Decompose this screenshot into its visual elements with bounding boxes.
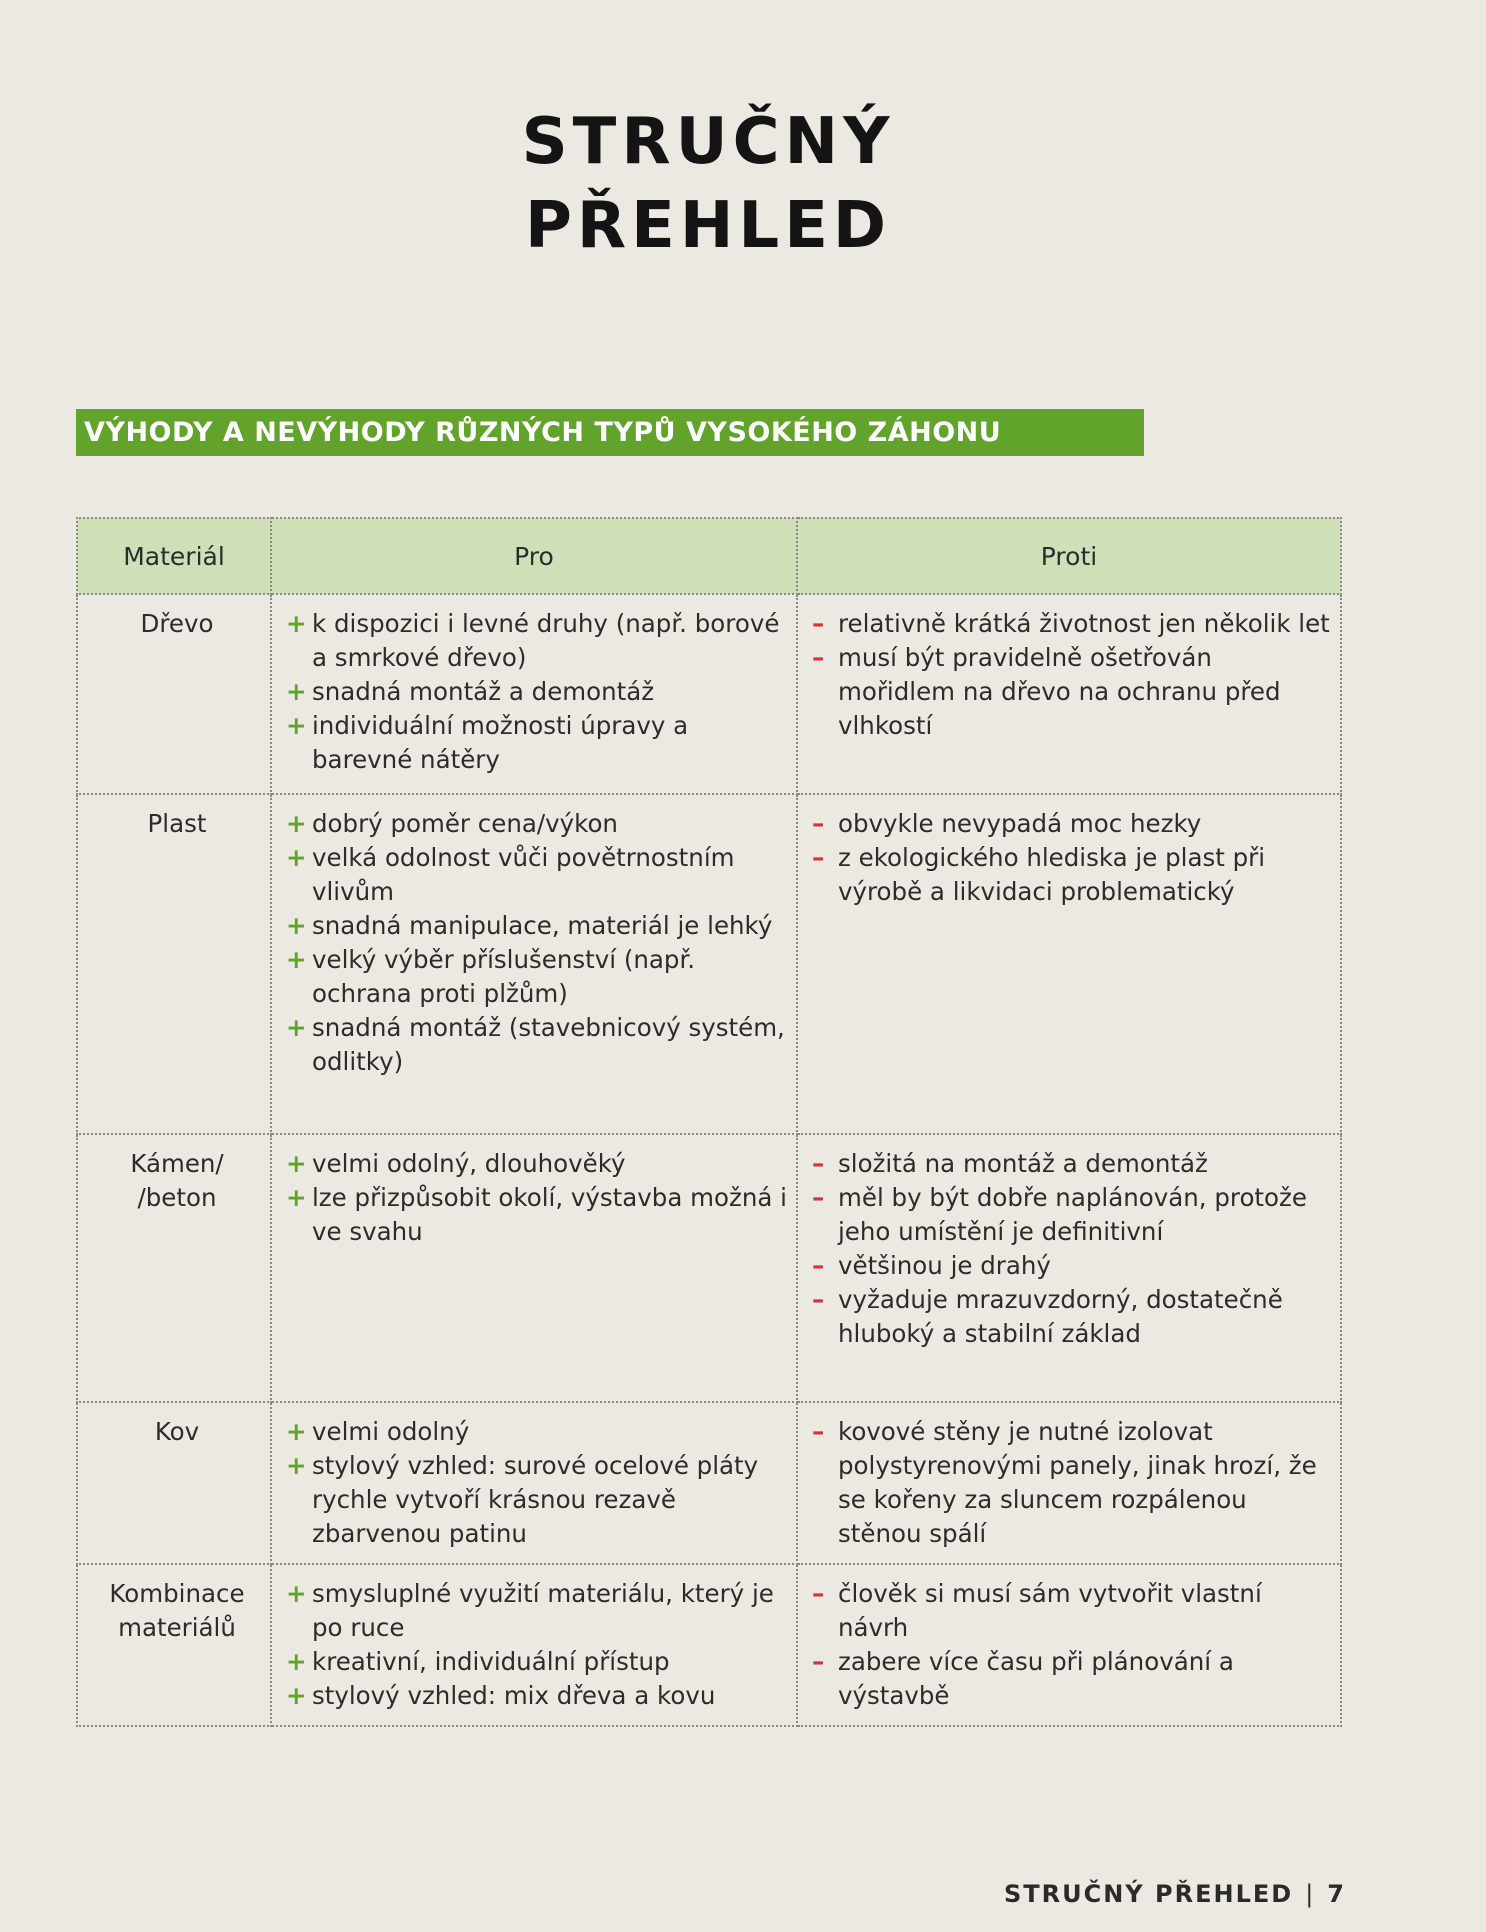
con-cell (797, 1402, 1341, 1564)
con-item (812, 607, 1332, 641)
pro-cell (271, 1402, 797, 1564)
pro-item-text: snadná montáž a demontáž (312, 677, 655, 706)
con-item (812, 1645, 1332, 1713)
page-footer (1004, 1880, 1346, 1908)
plus-icon: + (286, 1149, 307, 1178)
minus-icon: – (812, 1417, 825, 1446)
pro-item-text: stylový vzhled: mix dřeva a kovu (312, 1681, 716, 1710)
con-item (812, 1415, 1332, 1551)
pro-list (286, 1147, 788, 1249)
con-item (812, 1181, 1332, 1249)
pro-item (286, 807, 788, 841)
plus-icon: + (286, 1013, 307, 1042)
minus-icon: – (812, 1285, 825, 1314)
pro-item (286, 1449, 788, 1551)
con-list (812, 807, 1332, 909)
con-list (812, 1147, 1332, 1351)
con-list (812, 1415, 1332, 1551)
minus-icon: – (812, 1647, 825, 1676)
minus-icon: – (812, 1149, 825, 1178)
con-item-text: složitá na montáž a demontáž (838, 1149, 1208, 1178)
con-item (812, 1577, 1332, 1645)
pro-list (286, 807, 788, 1079)
page-number: 7 (1327, 1880, 1346, 1908)
pro-item-text: velký výběr příslušenství (např. ochrana proti plžům) (312, 945, 696, 1008)
table-body (77, 594, 1341, 1726)
material-cell: Dřevo (77, 594, 271, 794)
minus-icon: – (812, 1579, 825, 1608)
pro-item-text: dobrý poměr cena/výkon (312, 809, 618, 838)
material-cell: Plast (77, 794, 271, 1134)
pro-item-text: snadná manipulace, materiál je lehký (312, 911, 773, 940)
pro-item (286, 1181, 788, 1249)
minus-icon: – (812, 843, 825, 872)
con-item-text: obvykle nevypadá moc hezky (838, 809, 1202, 838)
pro-item (286, 675, 788, 709)
pro-item (286, 909, 788, 943)
comparison-table (76, 517, 1342, 1727)
minus-icon: – (812, 1183, 825, 1212)
pro-item (286, 1415, 788, 1449)
minus-icon: – (812, 1251, 825, 1280)
con-item-text: měl by být dobře naplánován, protože jeho umístění je definitivní (838, 1183, 1307, 1246)
minus-icon: – (812, 809, 825, 838)
minus-icon: – (812, 643, 825, 672)
footer-section-title: STRUČNÝ PŘEHLED (1003, 1880, 1294, 1908)
con-item-text: musí být pravidelně ošetřován mořidlem na dřevo na ochranu před vlhkostí (838, 643, 1281, 740)
con-item (812, 807, 1332, 841)
con-item (812, 841, 1332, 909)
pro-cell (271, 594, 797, 794)
pro-item-text: k dispozici i levné druhy (např. borové a smrkové dřevo) (312, 609, 780, 672)
pro-item-text: smysluplné využití materiálu, který je po ruce (312, 1579, 774, 1642)
table-row (77, 594, 1341, 794)
plus-icon: + (286, 1417, 307, 1446)
pro-item-text: lze přizpůsobit okolí, výstavba možná i ve svahu (312, 1183, 787, 1246)
con-cell (797, 1134, 1341, 1402)
con-list (812, 1577, 1332, 1713)
pro-item (286, 1679, 788, 1713)
pro-list (286, 607, 788, 777)
plus-icon: + (286, 711, 307, 740)
plus-icon: + (286, 1647, 307, 1676)
con-item (812, 1147, 1332, 1181)
con-item-text: zabere více času při plánování a výstavbě (838, 1647, 1234, 1710)
plus-icon: + (286, 677, 307, 706)
page-title-line-1: STRUČNÝ (521, 105, 895, 179)
plus-icon: + (286, 809, 307, 838)
header-pro: Pro (271, 518, 797, 594)
plus-icon: + (286, 1681, 307, 1710)
plus-icon: + (286, 945, 307, 974)
table-row (77, 1564, 1341, 1726)
con-item-text: relativně krátká životnost jen několik let (838, 609, 1330, 638)
table-row (77, 1402, 1341, 1564)
con-item-text: z ekologického hlediska je plast při výrobě a likvidaci problematický (838, 843, 1266, 906)
header-row (77, 518, 1341, 594)
pro-item-text: velmi odolný, dlouhověký (312, 1149, 626, 1178)
con-item-text: kovové stěny je nutné izolovat polystyrenovými panely, jinak hrozí, že se kořeny za sluncem rozpálenou stěnou spálí (838, 1417, 1317, 1548)
table-row (77, 794, 1341, 1134)
pro-item (286, 1011, 788, 1079)
plus-icon: + (286, 609, 307, 638)
pro-item-text: stylový vzhled: surové ocelové pláty rychle vytvoří krásnou rezavě zbarvenou patinu (312, 1451, 759, 1548)
pro-item-text: velmi odolný (312, 1417, 470, 1446)
pro-cell (271, 1564, 797, 1726)
material-cell: Kov (77, 1402, 271, 1564)
plus-icon: + (286, 1451, 307, 1480)
con-list (812, 607, 1332, 743)
con-item-text: člověk si musí sám vytvořit vlastní návrh (838, 1579, 1262, 1642)
pro-list (286, 1415, 788, 1551)
pro-item (286, 841, 788, 909)
pro-list (286, 1577, 788, 1713)
pro-cell (271, 794, 797, 1134)
material-cell: Kombinace materiálů (77, 1564, 271, 1726)
material-cell: Kámen/ /beton (77, 1134, 271, 1402)
con-item (812, 641, 1332, 743)
pro-item-text: kreativní, individuální přístup (312, 1647, 670, 1676)
con-cell (797, 1564, 1341, 1726)
pro-item-text: velká odolnost vůči povětrnostním vlivům (312, 843, 735, 906)
minus-icon: – (812, 609, 825, 638)
header-material: Materiál (77, 518, 271, 594)
con-cell (797, 794, 1341, 1134)
footer-separator: | (1305, 1880, 1316, 1908)
pro-item (286, 607, 788, 675)
pro-item (286, 1577, 788, 1645)
pro-item (286, 709, 788, 777)
pro-item (286, 1645, 788, 1679)
section-banner: VÝHODY A NEVÝHODY RŮZNÝCH TYPŮ VYSOKÉHO ZÁHONU (76, 409, 1144, 456)
pro-item (286, 943, 788, 1011)
con-item-text: většinou je drahý (838, 1251, 1051, 1280)
pro-item-text: individuální možnosti úpravy a barevné nátěry (312, 711, 689, 774)
pro-cell (271, 1134, 797, 1402)
header-con: Proti (797, 518, 1341, 594)
plus-icon: + (286, 843, 307, 872)
con-item-text: vyžaduje mrazuvzdorný, dostatečně hluboký a stabilní základ (838, 1285, 1283, 1348)
pro-item (286, 1147, 788, 1181)
con-item (812, 1283, 1332, 1351)
table-header (77, 518, 1341, 594)
plus-icon: + (286, 911, 307, 940)
con-cell (797, 594, 1341, 794)
page-title-line-2: PŘEHLED (524, 189, 892, 263)
table-row (77, 1134, 1341, 1402)
con-item (812, 1249, 1332, 1283)
pro-item-text: snadná montáž (stavebnicový systém, odlitky) (312, 1013, 785, 1076)
plus-icon: + (286, 1183, 307, 1212)
plus-icon: + (286, 1579, 307, 1608)
page-title (0, 100, 1416, 268)
